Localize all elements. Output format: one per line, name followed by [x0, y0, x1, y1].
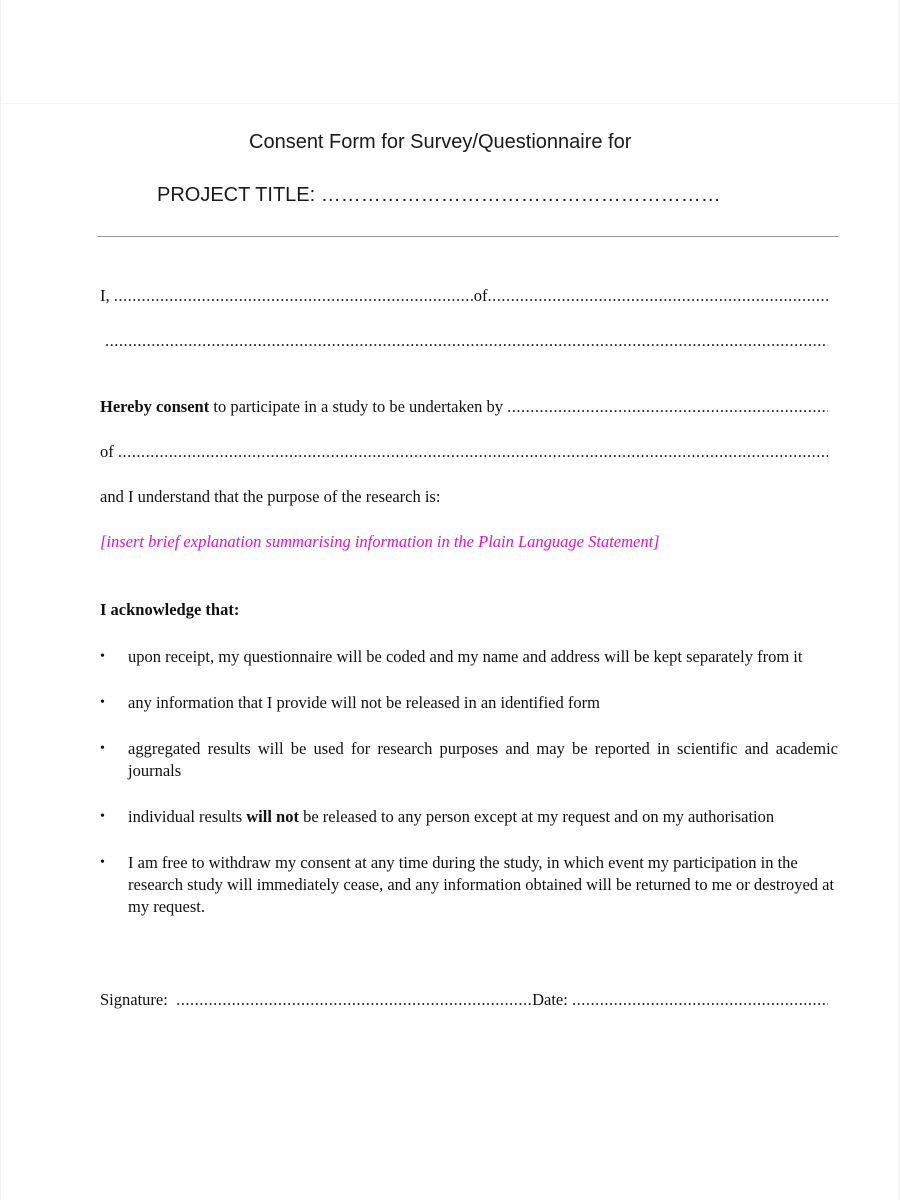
list-item [100, 692, 838, 714]
participant-name-blank [114, 286, 474, 306]
project-title-label: PROJECT TITLE: [157, 184, 316, 206]
acknowledge-list [100, 646, 838, 942]
signature-label: Signature: [100, 990, 177, 1009]
list-item-text-pre: individual results [128, 807, 247, 826]
consent-statement-line [100, 397, 828, 417]
purpose-placeholder: [insert brief explanation summarising information in the Plain Language Statement] [100, 532, 660, 551]
institution-line [100, 442, 828, 462]
project-title-dots: …………………………………………………… [320, 184, 721, 206]
list-item-text-bold: will not [246, 807, 299, 826]
list-item-text [128, 806, 838, 828]
signature-line [100, 990, 828, 1010]
list-item-text: I am free to withdraw my consent at any time during the study, in which event my participation in the research study will immediately cease, and any information obtained will be returned to me or destroyed at my request. [128, 853, 835, 916]
consent-statement-text: to participate in a study to be undertaken by [209, 397, 508, 416]
purpose-statement: and I understand that the purpose of the research is: [100, 487, 441, 506]
list-item-text: any information that I provide will not be released in an identified form [128, 693, 600, 712]
list-item-text: upon receipt, my questionnaire will be coded and my name and address will be kept separately from it [128, 647, 803, 666]
of-label-2: of [100, 442, 118, 461]
list-item [100, 806, 838, 828]
participant-name-line [100, 286, 828, 306]
bullet-icon: • [100, 649, 105, 664]
hereby-consent-text: Hereby consent [100, 397, 210, 416]
of-label: of [473, 286, 488, 305]
researcher-name-blank [507, 397, 828, 417]
i-label: I, [100, 286, 110, 305]
bullet-icon: • [100, 855, 105, 870]
list-item [100, 646, 838, 668]
date-label: Date: [532, 990, 572, 1009]
list-item [100, 738, 838, 782]
institution-blank [118, 442, 828, 462]
bullet-icon: • [100, 741, 105, 756]
signature-blank [176, 990, 532, 1010]
list-item [100, 852, 838, 918]
form-title: Consent Form for Survey/Questionnaire for [249, 131, 632, 153]
acknowledge-heading: I acknowledge that: [100, 600, 240, 619]
bullet-icon: • [100, 809, 105, 824]
participant-address-blank-2 [105, 331, 828, 351]
participant-address-blank [488, 286, 829, 306]
participant-address-line-2 [105, 331, 828, 351]
date-blank [572, 990, 828, 1010]
bullet-icon: • [100, 695, 105, 710]
list-item-text: aggregated results will be used for research purposes and may be reported in scientific and academic journals [128, 739, 838, 780]
header-divider [97, 236, 839, 237]
list-item-text-post: be released to any person except at my request and on my authorisation [298, 807, 775, 826]
page-top-edge [1, 0, 900, 104]
project-title-line [157, 184, 721, 207]
